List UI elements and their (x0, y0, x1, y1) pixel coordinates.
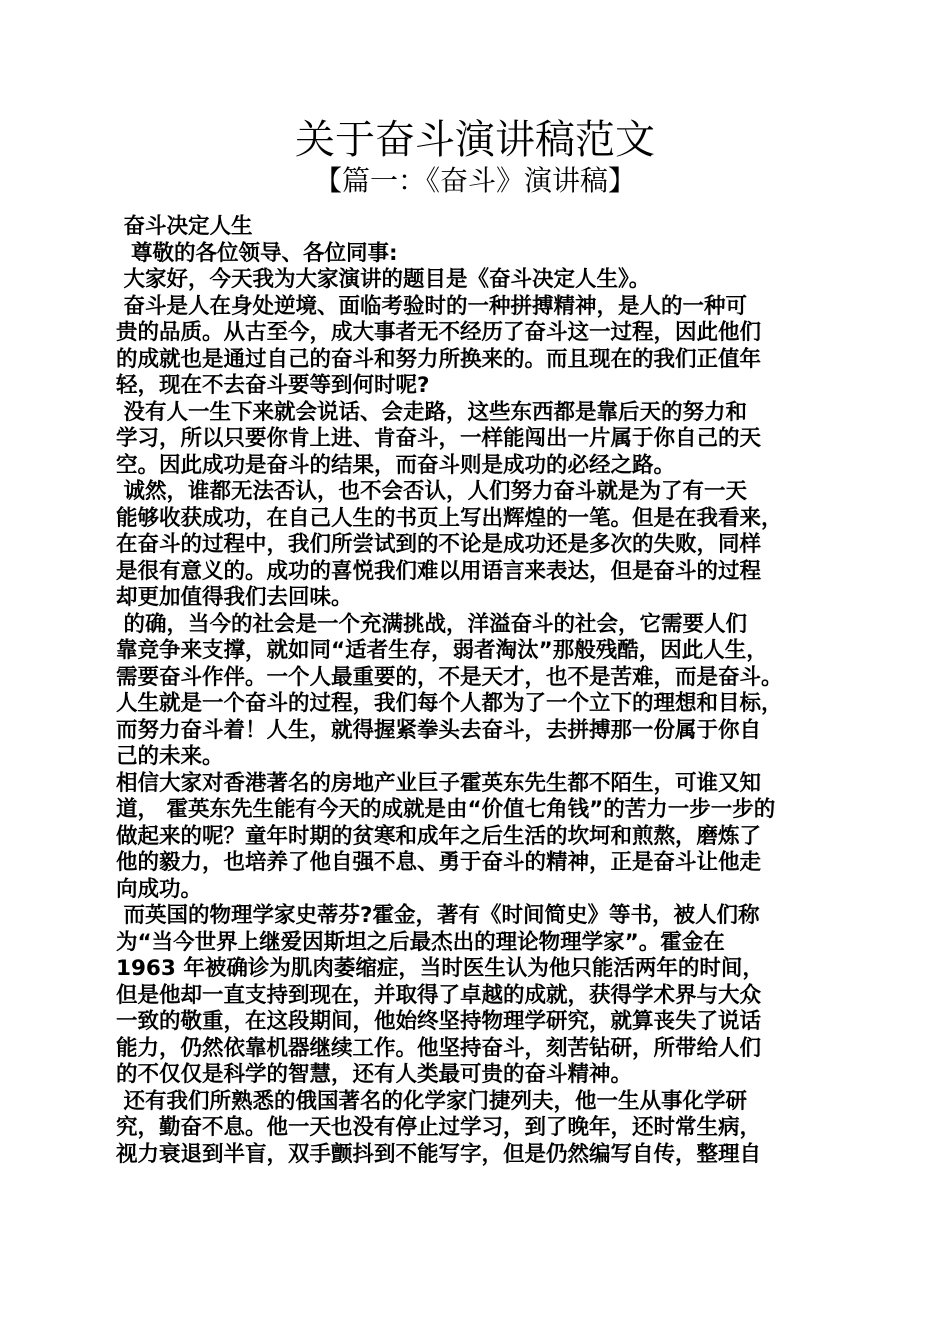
body-line: 道， 霍英东先生能有今天的成就是由“价值七角钱”的苦力一步一步的 (116, 797, 776, 822)
body-line: 尊敬的各位领导、各位同事: (116, 240, 398, 266)
body-line: 是很有意义的。成功的喜悦我们难以用语言来表达，但是奋斗的过程 (116, 558, 762, 584)
body-line: 还有我们所熟悉的俄国著名的化学家门捷列夫，他一生从事化学研 (116, 1088, 747, 1114)
body-line: 奋斗是人在身处逆境、面临考验时的一种拼搏精神，是人的一种可 (116, 293, 747, 319)
body-line: 没有人一生下来就会说话、会走路，这些东西都是靠后天的努力和 (116, 399, 747, 425)
body-line: 视力衰退到半盲，双手颤抖到不能写字，但是仍然编写自传，整理自 (116, 1141, 762, 1167)
body-line: 空。因此成功是奋斗的结果，而奋斗则是成功的必经之路。 (116, 452, 676, 478)
body-line: 的成就也是通过自己的奋斗和努力所换来的。而且现在的我们正值年 (116, 346, 762, 372)
body-line: 能够收获成功，在自己人生的书页上写出辉煌的一笔。但是在我看来， (116, 505, 783, 531)
document-title: 关于奋斗演讲稿范文 (295, 117, 655, 163)
body-line: 究，勤奋不息。他一天也没有停止过学习，到了晚年，还时常生病， (116, 1115, 762, 1140)
body-line: 为“当今世界上继爱因斯坦之后最杰出的理论物理学家”。霍金在 (116, 929, 725, 955)
body-line: 诚然，谁都无法否认，也不会否认，人们努力奋斗就是为了有一天 (116, 479, 747, 504)
body-line: 需要奋斗作伴。一个人最重要的，不是天才，也不是苦难，而是奋斗。 (116, 664, 783, 690)
body-line: 却更加值得我们去回味。 (116, 585, 353, 610)
body-line: 相信大家对香港著名的房地产业巨子霍英东先生都不陌生，可谁又知 (116, 770, 762, 796)
body-line: 一致的敬重，在这段期间，他始终坚持物理学研究，就算丧失了说话 (116, 1009, 762, 1034)
body-line: 靠竞争来支撑，就如同“适者生存，弱者淘汰”那般残酷，因此人生， (116, 638, 768, 663)
body-line: 贵的品质。从古至今，成大事者无不经历了奋斗这一过程，因此他们 (116, 320, 762, 345)
body-line: 学习，所以只要你肯上进、肯奋斗，一样能闯出一片属于你自己的天 (116, 426, 762, 451)
body-line: 但是他却一直支持到现在，并取得了卓越的成就，获得学术界与大众 (116, 982, 762, 1008)
body-line: 大家好，今天我为大家演讲的题目是《奋斗决定人生》。 (116, 267, 651, 292)
body-line: 向成功。 (116, 876, 203, 902)
body-line: 1963 年被确诊为肌肉萎缩症，当时医生认为他只能活两年的时间， (116, 956, 764, 981)
body-line: 人生就是一个奋斗的过程，我们每个人都为了一个立下的理想和目标， (116, 691, 783, 716)
body-line: 做起来的呢？童年时期的贫寒和成年之后生活的坎坷和煎熬，磨炼了 (116, 823, 762, 849)
document-subtitle: 【篇一：《奋斗》演讲稿】 (313, 164, 636, 197)
body-line: 能力，仍然依靠机器继续工作。他坚持奋斗，刻苦钻研，所带给人们 (116, 1035, 762, 1061)
body-line: 而英国的物理学家史蒂芬?霍金，著有《时间简史》等书，被人们称 (116, 903, 760, 928)
body-line: 的确，当今的社会是一个充满挑战，洋溢奋斗的社会，它需要人们 (116, 611, 747, 637)
body-line: 在奋斗的过程中，我们所尝试到的不论是成功还是多次的失败，同样 (116, 532, 762, 557)
body-line: 的不仅仅是科学的智慧，还有人类最可贵的奋斗精神。 (116, 1062, 633, 1087)
body-line: 而努力奋斗着！人生，就得握紧拳头去奋斗，去拼搏那一份属于你自 (116, 717, 762, 743)
body-line: 奋斗决定人生 (116, 214, 253, 239)
document-body (116, 214, 836, 1168)
body-line: 他的毅力，也培养了他自强不息、勇于奋斗的精神，正是奋斗让他走 (116, 850, 762, 875)
body-line: 己的未来。 (116, 744, 224, 769)
body-line: 轻，现在不去奋斗要等到何时呢? (116, 373, 430, 398)
